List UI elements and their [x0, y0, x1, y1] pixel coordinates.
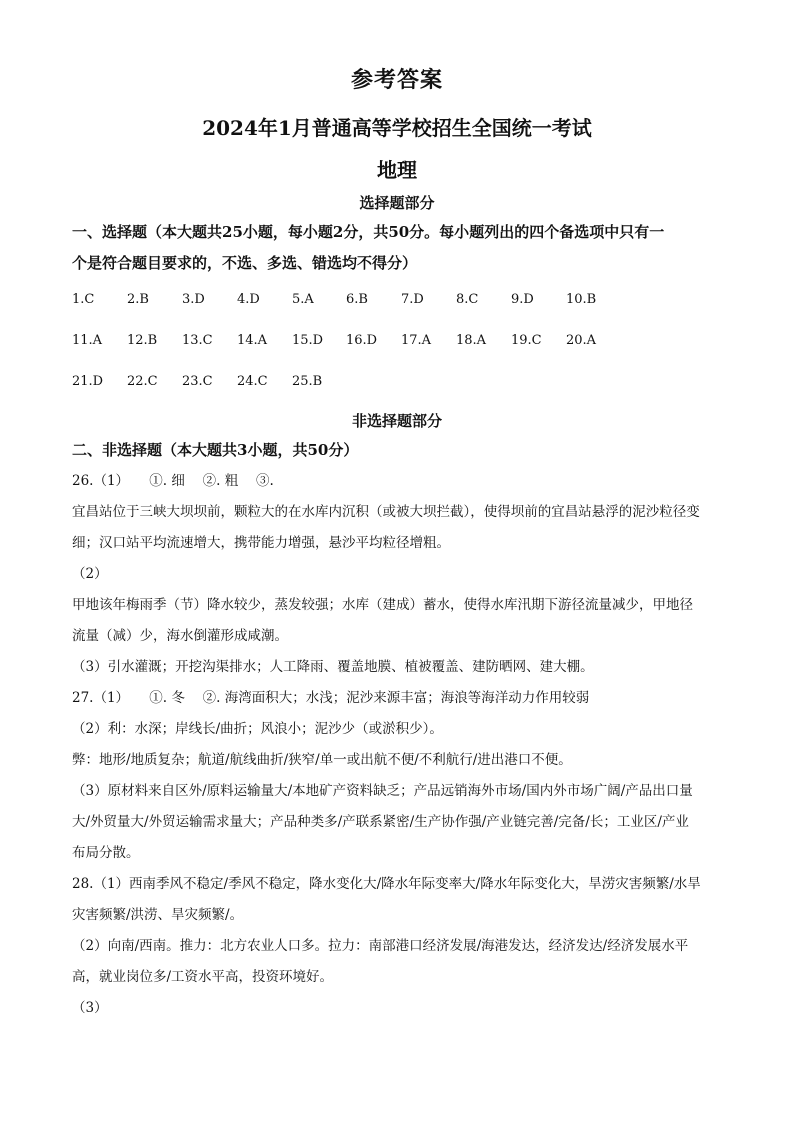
answer-item: 17.A: [401, 333, 432, 348]
answer-line: 弊：地形/地质复杂；航道/航线曲折/狭窄/单一或出航不便/不利航行/进出港口不便。: [72, 752, 572, 768]
answer-item: 8.C: [456, 292, 479, 307]
answer-item: 24.C: [237, 374, 268, 389]
answer-item: 4.D: [237, 292, 260, 307]
section-heading-nonchoice: 非选择题部分: [351, 412, 442, 430]
answer-item: 19.C: [511, 333, 542, 348]
answer-item: 9.D: [511, 292, 534, 307]
answer-line: 布局分散。: [72, 845, 140, 861]
section-heading-choice: 选择题部分: [359, 194, 435, 212]
answer-line: （3）原材料来自区外/原料运输量大/本地矿产资料缺乏；产品远销海外市场/国内外市场广阔/产品出口量: [72, 783, 693, 799]
answer-item: 11.A: [72, 333, 103, 348]
answer-line: 宜昌站位于三峡大坝坝前，颗粒大的在水库内沉积（或被大坝拦截），使得坝前的宜昌站悬浮的泥沙粒径变: [72, 504, 700, 520]
answer-item: 25.B: [292, 374, 323, 389]
exam-title: 2024年1月普通高等学校招生全国统一考试: [202, 116, 592, 140]
part2-heading: 二、非选择题（本大题共3小题，共50分）: [72, 441, 359, 459]
answer-line: （2）向南/西南。推力：北方农业人口多。拉力：南部港口经济发展/海港发达，经济发达/经济发展水平: [72, 938, 689, 954]
answer-item: 20.A: [566, 333, 597, 348]
page-title: 参考答案: [350, 67, 443, 93]
answer-line: （2）: [72, 566, 108, 582]
answer-line: 26.（1） ①. 细 ②. 粗 ③.: [72, 473, 274, 489]
answer-line: 灾害频繁/洪涝、旱灾频繁/。: [72, 907, 244, 923]
answer-item: 23.C: [182, 374, 213, 389]
answer-item: 5.A: [292, 292, 314, 307]
answer-item: 7.D: [401, 292, 424, 307]
answer-line: 27.（1） ①. 冬 ②. 海湾面积大；水浅；泥沙来源丰富；海浪等海洋动力作用较弱: [72, 690, 590, 706]
answer-item: 15.D: [292, 333, 324, 348]
part1-heading: [72, 217, 732, 279]
answer-line: 流量（减）少，海水倒灌形成咸潮。: [72, 628, 288, 644]
answer-line: （3）: [72, 1000, 108, 1016]
part1-heading-line1: 一、选择题（本大题共25小题，每小题2分，共50分。每小题列出的四个备选项中只有一: [72, 223, 665, 241]
answer-item: 14.A: [237, 333, 268, 348]
answer-line: （2）利：水深；岸线长/曲折；风浪小；泥沙少（或淤积少）。: [72, 721, 443, 737]
answer-item: 12.B: [127, 333, 158, 348]
answer-line: 细；汉口站平均流速增大，携带能力增强，悬沙平均粒径增粗。: [72, 535, 450, 551]
answer-line: 高，就业岗位多/工资水平高，投资环境好。: [72, 969, 334, 985]
answer-item: 16.D: [346, 333, 378, 348]
answer-line: 大/外贸量大/外贸运输需求量大；产品种类多/产联系紧密/生产协作强/产业链完善/完备/长；工业区/产业: [72, 814, 689, 830]
answer-item: 10.B: [566, 292, 597, 307]
answer-item: 1.C: [72, 292, 95, 307]
answer-item: 6.B: [346, 292, 368, 307]
answer-line: （3）引水灌溉；开挖沟渠排水；人工降雨、覆盖地膜、植被覆盖、建防晒网、建大棚。: [72, 659, 594, 675]
answer-item: 3.D: [182, 292, 205, 307]
answer-line: 28.（1）西南季风不稳定/季风不稳定，降水变化大/降水年际变率大/降水年际变化大，旱涝灾害频繁/水旱: [72, 876, 701, 892]
answer-item: 18.A: [456, 333, 487, 348]
subject-title: 地理: [377, 158, 417, 182]
answer-item: 21.D: [72, 374, 104, 389]
answer-body: [72, 466, 728, 1024]
part1-heading-line2: 个是符合题目要求的，不选、多选、错选均不得分）: [72, 254, 418, 272]
answer-line: 甲地该年梅雨季（节）降水较少，蒸发较强；水库（建成）蓄水，使得水库汛期下游径流量减少，甲地径: [72, 597, 693, 613]
answer-item: 13.C: [182, 333, 213, 348]
answer-item: 2.B: [127, 292, 149, 307]
answer-item: 22.C: [127, 374, 158, 389]
